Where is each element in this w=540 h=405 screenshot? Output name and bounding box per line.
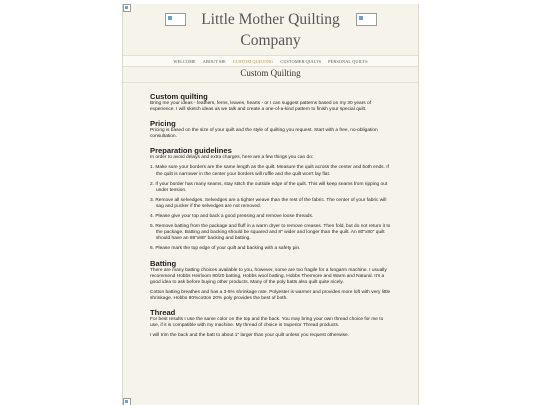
page-title: Custom Quilting [123, 67, 418, 83]
broken-image-icon [123, 398, 131, 405]
preparation-item-3: 3. Remove all selvedges. Selvedges are a tighter weave than the rest of the fabric. The center of your fabric will sag and pucker if the selvedges are not removed. [150, 197, 387, 209]
nav-item-welcome[interactable]: WELCOME [173, 58, 196, 64]
nav-item-personal-quilts[interactable]: PERSONAL QUILTS [328, 58, 368, 64]
nav-item-about-me[interactable]: ABOUT ME [202, 58, 226, 64]
preparation-item-1: 1. Make sure your borders are the same length as the quilt. Measure the quilt across the center and both ends. If the quilt is narrower in the center your borders will ruffle and the quilt won't lay flat. [150, 165, 389, 177]
nav-item-custom-quilting[interactable]: CUSTOM QUILTING [232, 58, 274, 64]
section-heading-preparation: Preparation guidelines [150, 146, 232, 156]
preparation-item-5: 5. Remove batting from the package and fluff in a warm dryer to remove creases. Then fold, but do not return it to the package. Batting and backing should be squared and 8" wider and longer than the quilt. An 80"x80" quilt should have an 88"x88" backing and batting. [150, 224, 391, 242]
thread-text-1: For best results I use the same color on the top and the back. You may bring your own thread choice for me to use, if it is compatible with my machine. My thread of choice is Superior Thread products. [150, 316, 384, 329]
batting-text-1: There are many batting choices available to you, however, some are too fragile for a longarm machine. I usually recommend Hobbs Heirloom 80/20 batting, Hobbs wool batting, Hobbs Thermore and Warm and Natural. It's a good idea to ask before buying other products. Many of the poly batts also quilt quite nicely. [150, 267, 387, 285]
site-title-line1: Little Mother Quilting [201, 11, 340, 28]
main-nav [123, 55, 418, 67]
section-heading-thread: Thread [150, 307, 176, 317]
custom-quilting-text: Bring me your ideas - feathers, ferns, leaves, hearts - or I can suggest patterns based on my 30 years of experience. I will sketch ideas as we talk and create a one-of-a-kind pattern to finish your special quilt. [150, 101, 372, 113]
section-heading-custom-quilting: Custom quilting [150, 92, 208, 101]
thread-text-2: I will trim the back and the batt to about 1" larger than your quilt unless you request otherwise. [150, 333, 350, 339]
preparation-item-2: 2. If your border has many seams, stay stitch the outside edge of the quilt. This will keep seams from ripping out under tension. [150, 181, 388, 193]
section-heading-batting: Batting [150, 258, 177, 268]
pricing-text: Pricing is based on the size of your quilt and the style of quilting you request. Start with a free, no-obligation consultation. [150, 128, 378, 140]
site-title-line2: Company [240, 32, 301, 49]
main-content [150, 92, 393, 339]
section-heading-pricing: Pricing [150, 119, 176, 129]
preparation-item-4: 4. Please give your top and back a good pressing and remove loose threads. [150, 214, 314, 220]
page-container [122, 4, 419, 405]
preparation-item-6: 6. Please mark the top edge of your quilt and backing with a safety pin. [150, 246, 301, 252]
nav-item-customer-quilts[interactable]: CUSTOMER QUILTS [280, 58, 322, 64]
batting-text-2: Cotton batting breathes and has a 3-5% shrinkage rate. Polyester is warmer and provides more loft with very little shrinkage. Hobbs 80%cotton 20% poly provides the best of both. [150, 289, 391, 301]
site-title [123, 9, 418, 51]
preparation-intro: In order to avoid delays and extra charges, here are a few things you can do: [150, 155, 314, 161]
